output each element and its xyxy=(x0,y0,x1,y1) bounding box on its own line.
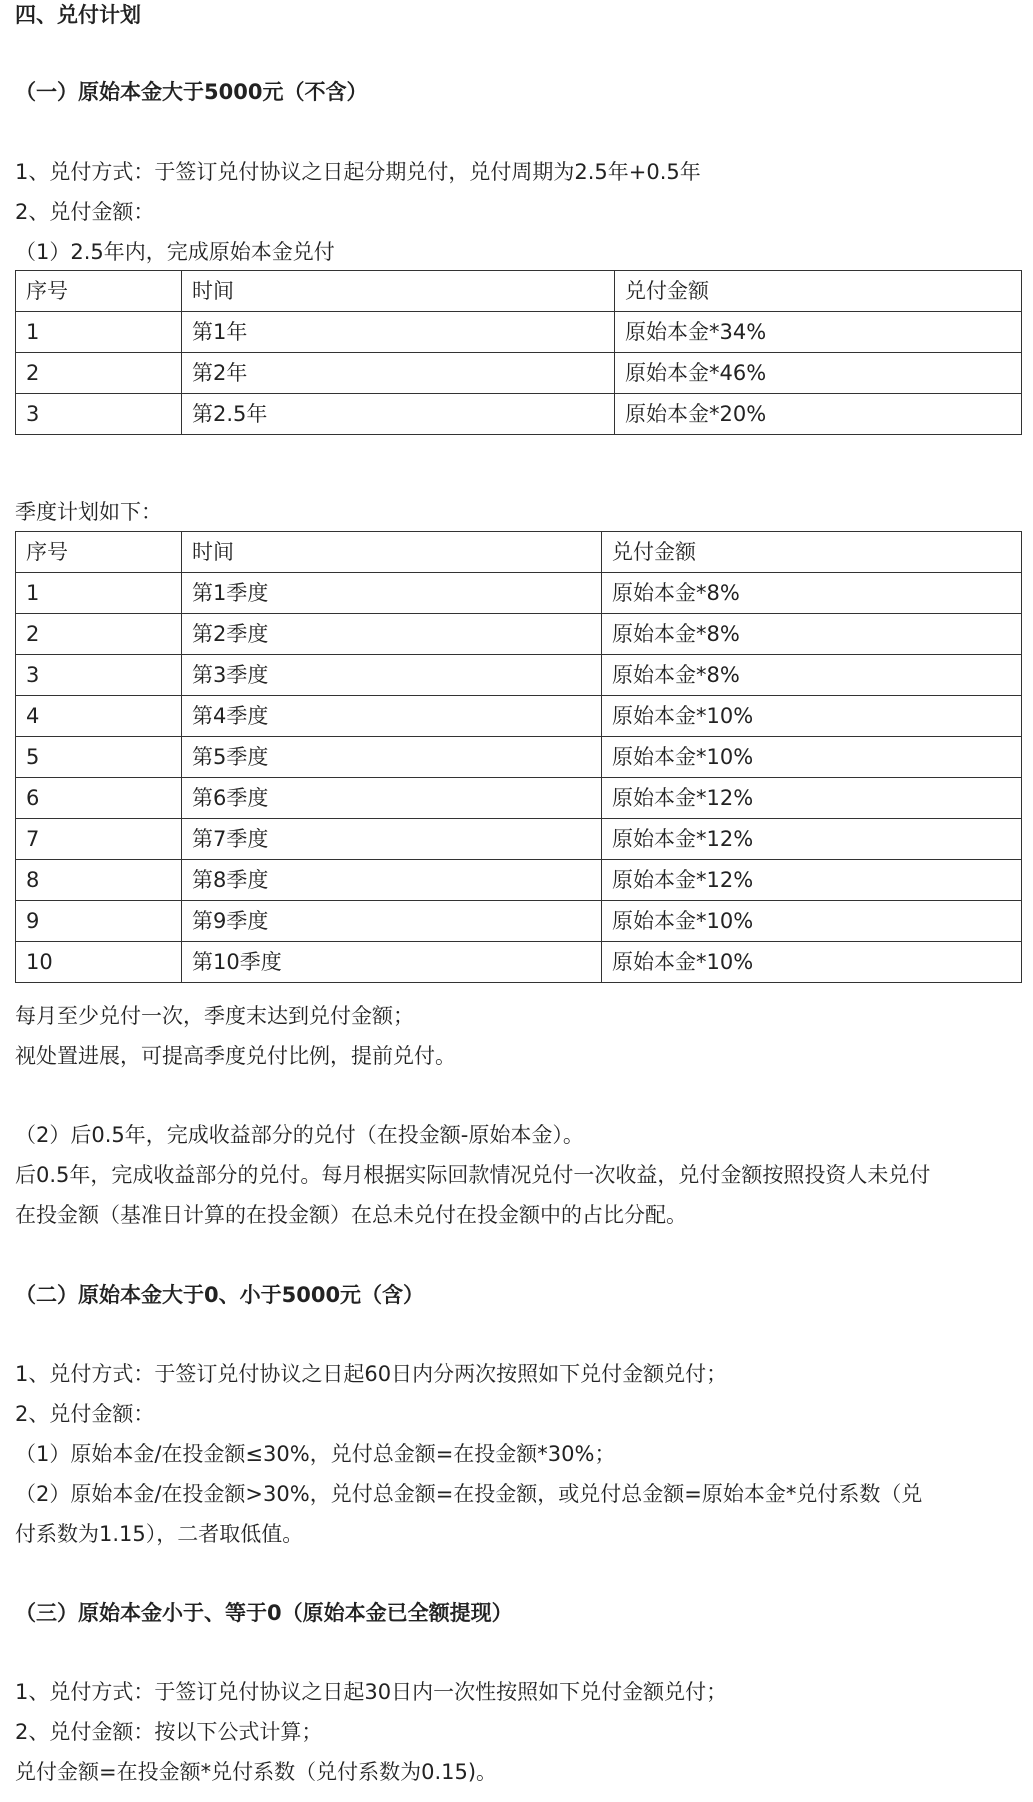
section-3-line-3: 兑付金额=在投金额*兑付系数（兑付系数为0.15)。 xyxy=(15,1760,498,1784)
table-row xyxy=(16,737,1022,778)
section-3-title: （三）原始本金小于、等于0（原始本金已全额提现） xyxy=(15,1601,513,1625)
table-cell: 原始本金*10% xyxy=(602,901,1022,942)
table-cell: 1 xyxy=(16,312,182,353)
table-row xyxy=(16,353,1022,394)
section-2-line-3: （1）原始本金/在投金额≤30%，兑付总金额=在投金额*30%； xyxy=(15,1442,616,1466)
table-cell: 第2季度 xyxy=(182,614,602,655)
table-cell: 第9季度 xyxy=(182,901,602,942)
table-cell: 原始本金*34% xyxy=(615,312,1022,353)
table-row xyxy=(16,312,1022,353)
table-cell: 第2年 xyxy=(182,353,615,394)
section-2-line-4: （2）原始本金/在投金额>30%，兑付总金额=在投金额，或兑付总金额=原始本金*兑付系数（兑 xyxy=(15,1482,923,1506)
section-2-title: （二）原始本金大于0、小于5000元（含） xyxy=(15,1283,425,1307)
table-cell: 原始本金*8% xyxy=(602,573,1022,614)
table-row xyxy=(16,614,1022,655)
table-cell: 1 xyxy=(16,573,182,614)
table-cell: 2 xyxy=(16,614,182,655)
table-header-row xyxy=(16,271,1022,312)
quarterly-plan-table xyxy=(15,531,1022,983)
section-2-line-2: 2、兑付金额： xyxy=(15,1402,155,1426)
table-cell: 原始本金*10% xyxy=(602,737,1022,778)
note-line-1: 每月至少兑付一次，季度末达到兑付金额； xyxy=(15,1004,414,1028)
table-row xyxy=(16,901,1022,942)
note-line-2: 视处置进展，可提高季度兑付比例，提前兑付。 xyxy=(15,1044,456,1068)
header-cell: 兑付金额 xyxy=(602,532,1022,573)
quarter-plan-intro: 季度计划如下： xyxy=(15,500,162,524)
section-2-line-5: 付系数为1.15），二者取低值。 xyxy=(15,1522,304,1546)
section-1-sub-2-desc-1: 后0.5年，完成收益部分的兑付。每月根据实际回款情况兑付一次收益，兑付金额按照投资人未兑付 xyxy=(15,1163,931,1187)
table-cell: 8 xyxy=(16,860,182,901)
table-cell: 第8季度 xyxy=(182,860,602,901)
table-cell: 3 xyxy=(16,655,182,696)
section-1-sub-1: （1）2.5年内，完成原始本金兑付 xyxy=(15,240,335,264)
table-row xyxy=(16,394,1022,435)
table-cell: 3 xyxy=(16,394,182,435)
section-1-sub-2: （2）后0.5年，完成收益部分的兑付（在投金额-原始本金）。 xyxy=(15,1123,584,1147)
table-cell: 原始本金*8% xyxy=(602,614,1022,655)
table-cell: 第6季度 xyxy=(182,778,602,819)
table-row xyxy=(16,942,1022,983)
table-cell: 6 xyxy=(16,778,182,819)
table-cell: 第10季度 xyxy=(182,942,602,983)
table-cell: 原始本金*10% xyxy=(602,696,1022,737)
table-cell: 原始本金*46% xyxy=(615,353,1022,394)
table-cell: 第7季度 xyxy=(182,819,602,860)
section-2-line-1: 1、兑付方式：于签订兑付协议之日起60日内分两次按照如下兑付金额兑付； xyxy=(15,1362,728,1386)
annual-plan-table xyxy=(15,270,1022,435)
table-cell: 原始本金*12% xyxy=(602,860,1022,901)
table-cell: 第2.5年 xyxy=(182,394,615,435)
table-cell: 7 xyxy=(16,819,182,860)
table-row xyxy=(16,819,1022,860)
table-cell: 第1季度 xyxy=(182,573,602,614)
table-cell: 原始本金*10% xyxy=(602,942,1022,983)
section-1-title: （一）原始本金大于5000元（不含） xyxy=(15,80,368,104)
table-cell: 原始本金*20% xyxy=(615,394,1022,435)
table-row xyxy=(16,778,1022,819)
table-row xyxy=(16,860,1022,901)
table-cell: 原始本金*12% xyxy=(602,819,1022,860)
table-cell: 第3季度 xyxy=(182,655,602,696)
section-heading: 四、兑付计划 xyxy=(15,3,141,27)
header-cell: 序号 xyxy=(16,271,182,312)
table-cell: 10 xyxy=(16,942,182,983)
header-cell: 时间 xyxy=(182,271,615,312)
section-1-sub-2-desc-2: 在投金额（基准日计算的在投金额）在总未兑付在投金额中的占比分配。 xyxy=(15,1203,687,1227)
table-cell: 2 xyxy=(16,353,182,394)
header-cell: 序号 xyxy=(16,532,182,573)
table-cell: 第1年 xyxy=(182,312,615,353)
section-3-line-1: 1、兑付方式：于签订兑付协议之日起30日内一次性按照如下兑付金额兑付； xyxy=(15,1680,728,1704)
section-1-line-1: 1、兑付方式：于签订兑付协议之日起分期兑付，兑付周期为2.5年+0.5年 xyxy=(15,160,701,184)
table-row xyxy=(16,573,1022,614)
table-cell: 第5季度 xyxy=(182,737,602,778)
table-header-row xyxy=(16,532,1022,573)
header-cell: 兑付金额 xyxy=(615,271,1022,312)
table-cell: 第4季度 xyxy=(182,696,602,737)
section-3-line-2: 2、兑付金额：按以下公式计算； xyxy=(15,1720,323,1744)
table-row xyxy=(16,696,1022,737)
table-cell: 原始本金*12% xyxy=(602,778,1022,819)
section-1-line-2: 2、兑付金额： xyxy=(15,200,155,224)
table-cell: 9 xyxy=(16,901,182,942)
table-cell: 原始本金*8% xyxy=(602,655,1022,696)
table-cell: 5 xyxy=(16,737,182,778)
table-row xyxy=(16,655,1022,696)
table-cell: 4 xyxy=(16,696,182,737)
header-cell: 时间 xyxy=(182,532,602,573)
